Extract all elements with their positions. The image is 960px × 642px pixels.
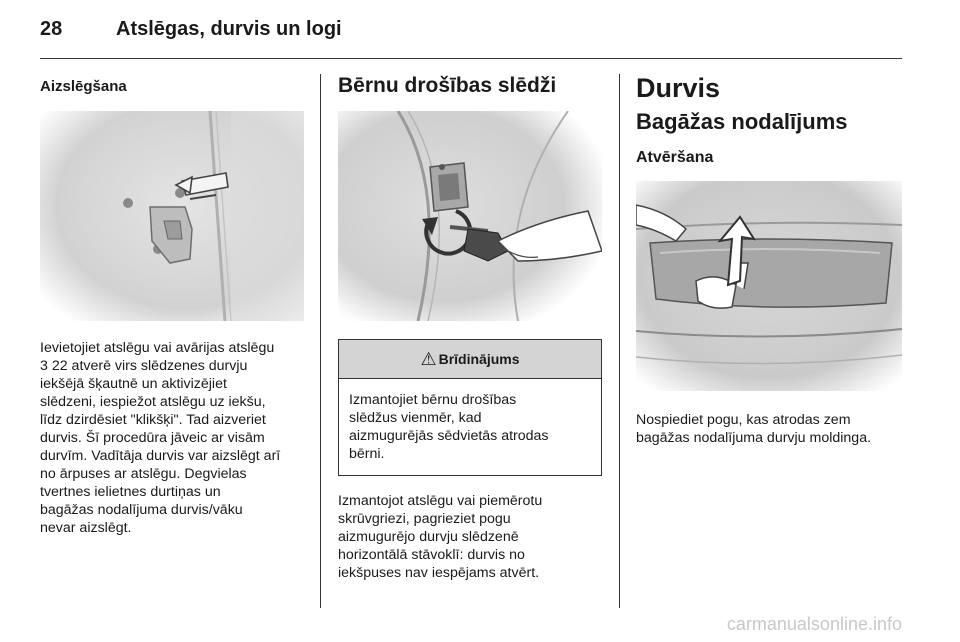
child-locks-line: horizontālā stāvoklī: durvis no <box>338 547 525 564</box>
doors-paragraph <box>636 411 902 447</box>
column-doors <box>636 72 902 447</box>
section-subheading-luggage: Bagāžas nodalījums <box>636 109 848 135</box>
warning-header <box>339 340 601 379</box>
warning-line: slēdžus vienmēr, kad <box>349 410 482 427</box>
warning-title: Brīdinājums <box>438 351 520 368</box>
watermark: carmanualsonline.info <box>726 614 902 634</box>
warning-box <box>338 339 602 476</box>
locking-line: 3 22 atverē virs slēdzenes durvju <box>40 358 248 374</box>
warning-line: Izmantojiet bērnu drošības <box>349 392 517 409</box>
locking-line: nevar aizslēgt. <box>40 520 132 536</box>
locking-line: iekšējā šķautnē un aktivizējiet <box>40 376 227 392</box>
locking-line: līdz dzirdēsiet "klikšķi". Tad aizveriet <box>40 412 266 428</box>
column-divider-1 <box>320 74 321 608</box>
locking-line: slēdzeni, iespiežot atslēgu uz iekšu, <box>40 394 266 410</box>
locking-line: Ievietojiet atslēgu vai avārijas atslēgu <box>40 340 275 356</box>
section-subsubheading-opening: Atvēršana <box>636 148 714 166</box>
locking-paragraph <box>40 339 304 537</box>
page-header <box>40 18 902 58</box>
column-child-locks <box>338 72 602 582</box>
warning-body <box>339 379 601 475</box>
warning-line: bērni. <box>349 446 385 463</box>
warning-line: aizmugurējās sēdvietās atrodas <box>349 428 549 445</box>
locking-line: tvertnes ielietnes durtiņas un <box>40 484 221 500</box>
child-locks-line: aizmugurējo durvju slēdzenē <box>338 529 519 546</box>
locking-line: durvis. Šī procedūra jāveic ar visām <box>40 430 265 446</box>
locking-line: no ārpuses ar atslēgu. Degvielas <box>40 466 247 482</box>
child-locks-line: skrūvgriezi, pagrieziet pogu <box>338 511 511 528</box>
child-locks-line: Izmantojot atslēgu vai piemērotu <box>338 493 543 510</box>
locking-line: durvīm. Vadītāja durvis var aizslēgt arī <box>40 448 281 464</box>
door-lock-illustration <box>40 111 304 321</box>
section-heading-locking: Aizslēgšana <box>40 78 127 95</box>
section-heading-child-locks: Bērnu drošības slēdži <box>338 74 557 97</box>
doors-line: bagāžas nodalījuma durvju moldinga. <box>636 429 872 446</box>
locking-line: bagāžas nodalījuma durvis/vāku <box>40 502 243 518</box>
page-title: Atslēgas, durvis un logi <box>116 18 342 40</box>
section-heading-doors: Durvis <box>636 73 721 103</box>
column-divider-2 <box>619 74 620 608</box>
tailgate-illustration <box>636 181 902 391</box>
doors-line: Nospiediet pogu, kas atrodas zem <box>636 411 851 428</box>
child-lock-illustration <box>338 111 602 321</box>
warning-icon: ⚠ <box>420 348 437 369</box>
column-locking <box>40 72 304 537</box>
header-rule <box>40 58 902 59</box>
child-locks-line: iekšpuses nav iespējams atvērt. <box>338 565 540 582</box>
child-locks-paragraph <box>338 492 602 582</box>
page-number: 28 <box>40 18 63 40</box>
